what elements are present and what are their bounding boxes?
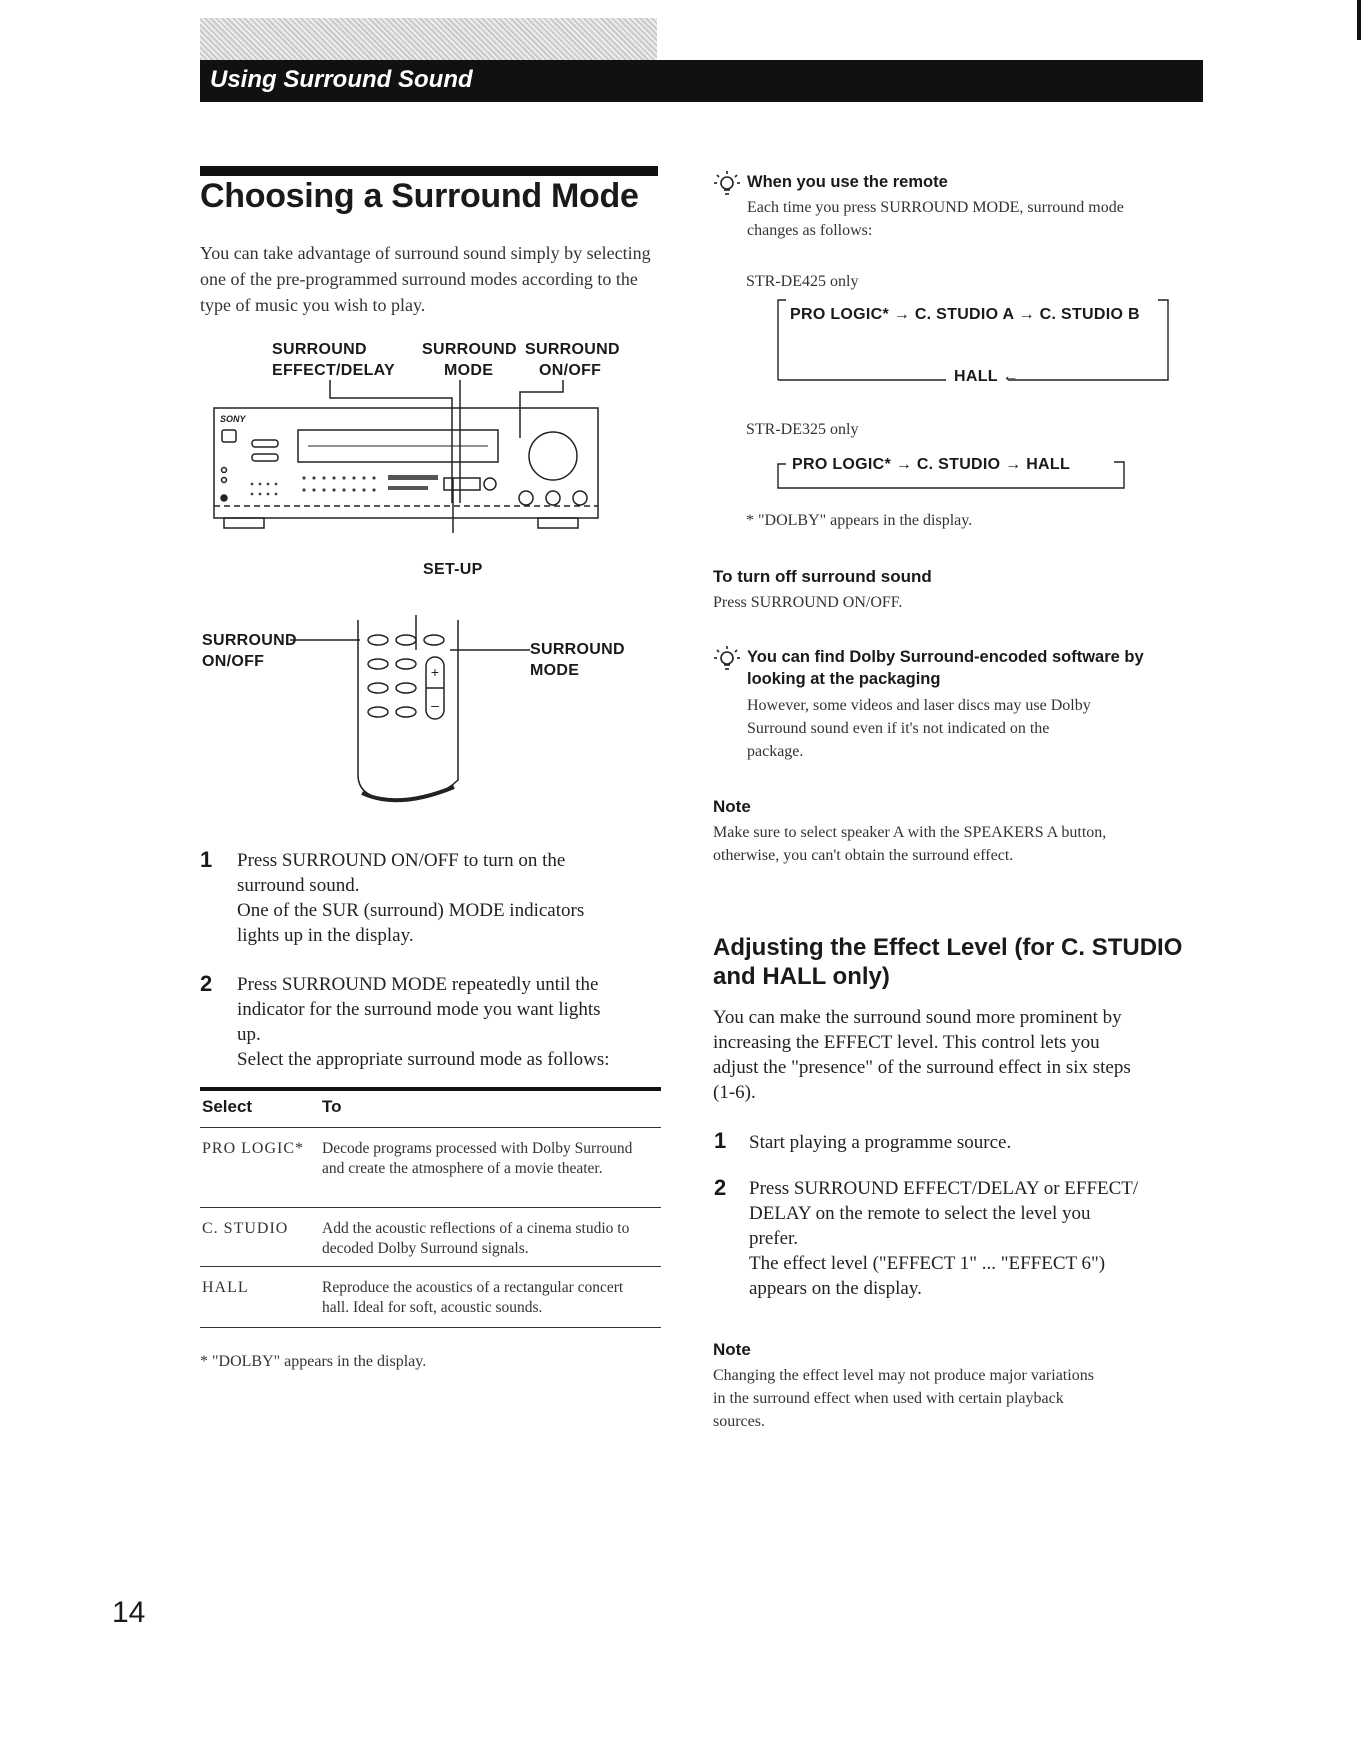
mode-name: PRO LOGIC* (202, 1140, 305, 1157)
effect-section-title-2: and HALL only) (713, 963, 890, 990)
step-line: Press SURROUND EFFECT/DELAY or EFFECT/ (749, 1178, 1139, 1199)
mode-name: HALL (202, 1279, 249, 1296)
receiver-diagram (208, 378, 600, 540)
step-line: lights up in the display. (237, 925, 414, 946)
page-number: 14 (112, 1596, 146, 1629)
table-header-select: Select (202, 1097, 253, 1116)
body-line: (1-6). (713, 1082, 756, 1103)
step-line: Press SURROUND MODE repeatedly until the (237, 974, 599, 995)
dolby-hint-title-1: You can find Dolby Surround-encoded software by (747, 648, 1144, 666)
step-number: 2 (714, 1175, 727, 1200)
note-2-title: Note (713, 1340, 751, 1359)
arrow-right-icon: → (895, 456, 917, 473)
flow-b (792, 456, 1070, 474)
flow-step: C. STUDIO (916, 456, 1001, 473)
remote-label-left-1: SURROUND (202, 632, 297, 649)
remote-label-right-2: MODE (530, 662, 580, 679)
title-rule (200, 166, 658, 176)
label-mode-1: SURROUND (422, 341, 517, 358)
svg-text:+: + (430, 664, 440, 680)
flow-step: C. STUDIO A (914, 306, 1014, 323)
page-title: Choosing a Surround Mode (200, 177, 639, 215)
note-2-body (713, 1364, 1193, 1433)
table-divider (200, 1327, 661, 1328)
brand-logo: SONY (220, 414, 246, 424)
flow-step: PRO LOGIC* (790, 306, 890, 323)
flow-a-bottom (954, 368, 1019, 386)
effect-intro (713, 1005, 1193, 1105)
table-divider (200, 1207, 661, 1208)
remote-label-right-1: SURROUND (530, 641, 625, 658)
flow-step: HALL (1026, 456, 1071, 473)
table-divider (200, 1266, 661, 1267)
arrow-right-icon: → (1018, 306, 1040, 323)
body-line: You can make the surround sound more prominent by (713, 1007, 1122, 1028)
body-line: Changing the effect level may not produce major variations (713, 1367, 1094, 1384)
step-1-text (237, 848, 657, 948)
table-footnote: * "DOLBY" appears in the display. (200, 1353, 427, 1370)
section-header-title: Using Surround Sound (210, 66, 473, 93)
effect-step-2-text (749, 1176, 1189, 1301)
step-line: DELAY on the remote to select the level you (749, 1203, 1091, 1224)
label-onoff-1: SURROUND (525, 341, 620, 358)
table-divider (200, 1127, 661, 1128)
header-pattern (200, 18, 657, 60)
flow-a-top (790, 306, 1140, 324)
label-mode-2: MODE (444, 362, 494, 379)
step-line: Press SURROUND ON/OFF to turn on the (237, 850, 566, 871)
page-edge-mark (1357, 0, 1361, 40)
flow-step: C. STUDIO B (1039, 306, 1140, 323)
body-line: Surround sound even if it's not indicated on the (747, 720, 1050, 737)
turn-off-title: To turn off surround sound (713, 567, 932, 586)
body-line: in the surround effect when used with certain playback (713, 1390, 1064, 1407)
intro-paragraph: You can take advantage of surround sound simply by selecting one of the pre-programmed surround modes according to the type of music you wish to play. (200, 243, 651, 315)
hint-bulb-icon (714, 645, 740, 677)
body-line: package. (747, 743, 804, 760)
step-number: 1 (200, 847, 213, 872)
step-line: appears on the display. (749, 1278, 922, 1299)
step-number: 2 (200, 971, 213, 996)
mode-name: C. STUDIO (202, 1220, 289, 1237)
step-2-text (237, 972, 667, 1072)
model-a-label: STR-DE425 only (746, 273, 859, 290)
step-line: up. (237, 1024, 261, 1045)
body-line: sources. (713, 1413, 765, 1430)
step-line: The effect level ("EFFECT 1" ... "EFFECT 6") (749, 1253, 1106, 1274)
remote-hint-title: When you use the remote (747, 173, 948, 191)
arrow-right-icon: → (1005, 456, 1027, 473)
label-onoff-2: ON/OFF (539, 362, 602, 379)
effect-step-1-text: Start playing a programme source. (749, 1132, 1012, 1153)
note-1-title: Note (713, 797, 751, 816)
step-line: One of the SUR (surround) MODE indicators (237, 900, 585, 921)
effect-section-title-1: Adjusting the Effect Level (for C. STUDIO (713, 934, 1183, 961)
remote-diagram (290, 615, 530, 805)
arrow-left-icon: ← (1002, 368, 1019, 385)
label-setup: SET-UP (423, 561, 483, 578)
step-line: Select the appropriate surround mode as follows: (237, 1049, 610, 1070)
mode-description: Reproduce the acoustics of a rectangular concert hall. Ideal for soft, acoustic sounds. (322, 1279, 624, 1316)
step-number: 1 (714, 1128, 727, 1153)
svg-text:–: – (431, 697, 439, 713)
body-line: However, some videos and laser discs may use Dolby (747, 697, 1091, 714)
body-line: otherwise, you can't obtain the surround effect. (713, 847, 1014, 864)
dolby-hint-title-2: looking at the packaging (747, 670, 941, 688)
dolby-hint-body (747, 694, 1167, 763)
table-header-to: To (322, 1097, 342, 1116)
remote-hint-body: Each time you press SURROUND MODE, surround mode changes as follows: (747, 199, 1124, 239)
body-line: adjust the "presence" of the surround effect in six steps (713, 1057, 1131, 1078)
table-top-rule (200, 1087, 661, 1091)
mode-description: Decode programs processed with Dolby Surround and create the atmosphere of a movie theater. (322, 1140, 633, 1177)
flow-step: PRO LOGIC* (792, 456, 892, 473)
step-line: prefer. (749, 1228, 799, 1249)
model-b-label: STR-DE325 only (746, 421, 859, 438)
arrow-right-icon: → (893, 306, 915, 323)
step-line: indicator for the surround mode you want lights (237, 999, 601, 1020)
remote-label-left-2: ON/OFF (202, 653, 265, 670)
mode-description: Add the acoustic reflections of a cinema studio to decoded Dolby Surround signals. (322, 1220, 630, 1257)
note-1-body (713, 821, 1193, 867)
body-line: Make sure to select speaker A with the SPEAKERS A button, (713, 824, 1107, 841)
label-effect-2: EFFECT/DELAY (272, 362, 396, 379)
turn-off-body: Press SURROUND ON/OFF. (713, 594, 903, 611)
remote-hint-footnote: * "DOLBY" appears in the display. (746, 512, 973, 529)
body-line: increasing the EFFECT level. This control lets you (713, 1032, 1100, 1053)
step-line: surround sound. (237, 875, 360, 896)
hint-bulb-icon (714, 170, 740, 202)
label-effect-1: SURROUND (272, 341, 367, 358)
flow-step: HALL (954, 368, 998, 385)
